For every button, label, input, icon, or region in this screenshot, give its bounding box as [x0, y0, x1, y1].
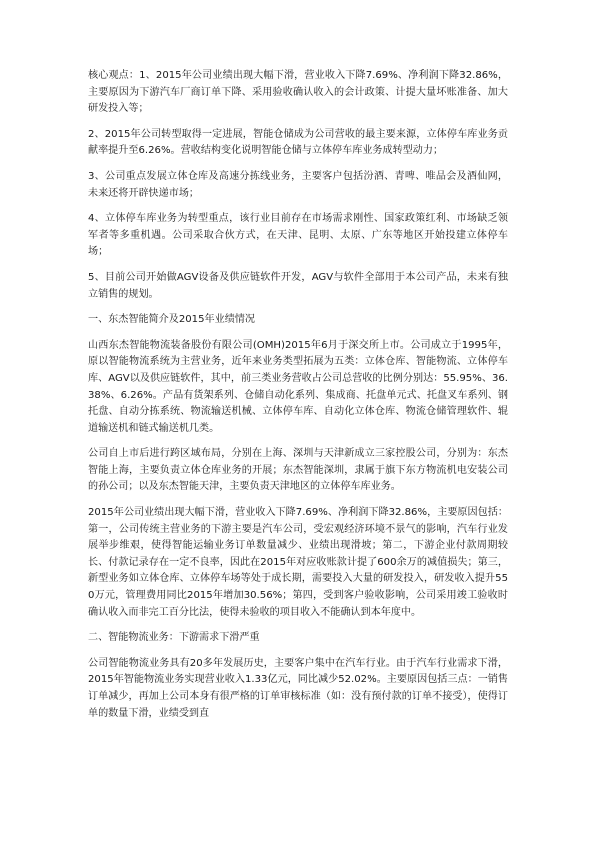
paragraph-logistics-business: 公司智能物流业务具有20多年发展历史，主要客户集中在汽车行业。由于汽车行业需求下滑，2015年智能物流业务实现营业收入1.33亿元，同比减少52.02%。主要原因包括三点：一销售订单减少，再加上公司本身有很严格的订单审核标准（如：没有预付款的订单不接受），使得订单的数量下滑，业绩受到直 — [88, 657, 508, 719]
paragraph-core-views-5: 5、目前公司开始做AGV设备及供应链软件开发，AGV与软件全部用于本公司产品，未来有独立销售的规划。 — [88, 271, 508, 300]
paragraph-core-views-4: 4、立体停车库业务为转型重点，该行业目前存在市场需求刚性、国家政策红利、市场缺乏领军者等多重机遇。公司采取合伙方式，在天津、昆明、太原、广东等地区开始投建立体停车场； — [88, 213, 508, 258]
document-body — [88, 68, 508, 731]
paragraph-core-views-1: 核心观点：1、2015年公司业绩出现大幅下滑，营业收入下降7.69%、净利润下降32.86%，主要原因为下游汽车厂商订单下降、采用验收确认收入的会计政策、计提大量坏账准备、加大研发投入等； — [88, 70, 508, 115]
section-heading-2: 二、智能物流业务：下游需求下滑严重 — [88, 632, 260, 644]
paragraph-core-views-3: 3、公司重点发展立体仓库及高速分拣线业务，主要客户包括汾酒、青啤、唯品会及酒仙网，未来还将开辟快递市场； — [88, 170, 508, 199]
paragraph-2015-performance: 2015年公司业绩出现大幅下滑，营业收入下降7.69%、净利润下降32.86%，主要原因包括：第一，公司传统主营业务的下游主要是汽车公司，受宏观经济环境不景气的影响，汽车行业发展举步维艰，使得智能运输业务订单数量减少、业绩出现滑坡；第二，下游企业付款周期较长、付款记录存在一定不良率，因此在2015年对应收账款计提了600余万的减值损失；第三，新型业务如立体仓库、立体停车场等处于成长期，需要投入大量的研发投入，研发收入提升550万元，管理费用同比2015年增加30.56%；第四，受到客户验收影响，公司采用竣工验收时确认收入而非完工百分比法，使得未验收的项目收入不能确认到本年度中。 — [88, 507, 508, 618]
paragraph-regional-layout: 公司自上市后进行跨区域布局，分别在上海、深圳与天津新成立三家控股公司，分别为：东杰智能上海，主要负责立体仓库业务的开展；东杰智能深圳，隶属于旗下东方物流机电安装公司的孙公司；以及东杰智能天津，主要负责天津地区的立体停车库业务。 — [88, 448, 508, 493]
section-heading-1: 一、东杰智能简介及2015年业绩情况 — [88, 314, 255, 326]
paragraph-company-intro: 山西东杰智能物流装备股份有限公司(OMH)2015年6月于深交所上市。公司成立于1995年，原以智能物流系统为主营业务，近年来业务类型拓展为五类：立体仓库、智能物流、立体停车库、AGV以及供应链软件，其中，前三类业务营收占公司总营收的比例分别达：55.95%、36.38%、6.26%。产品有货架系列、仓储自动化系列、集成商、托盘单元式、托盘叉车系列、钢托盘、自动分拣系统、物流输送机械、立体停车库、自动化立体仓库、物流仓储管理软件、辊道输送机和链式输送机几类。 — [88, 339, 508, 434]
paragraph-core-views-2: 2、2015年公司转型取得一定进展，智能仓储成为公司营收的最主要来源，立体停车库业务贡献率提升至6.26%。营收结构变化说明智能仓储与立体停车库业务成转型动力； — [88, 128, 508, 157]
